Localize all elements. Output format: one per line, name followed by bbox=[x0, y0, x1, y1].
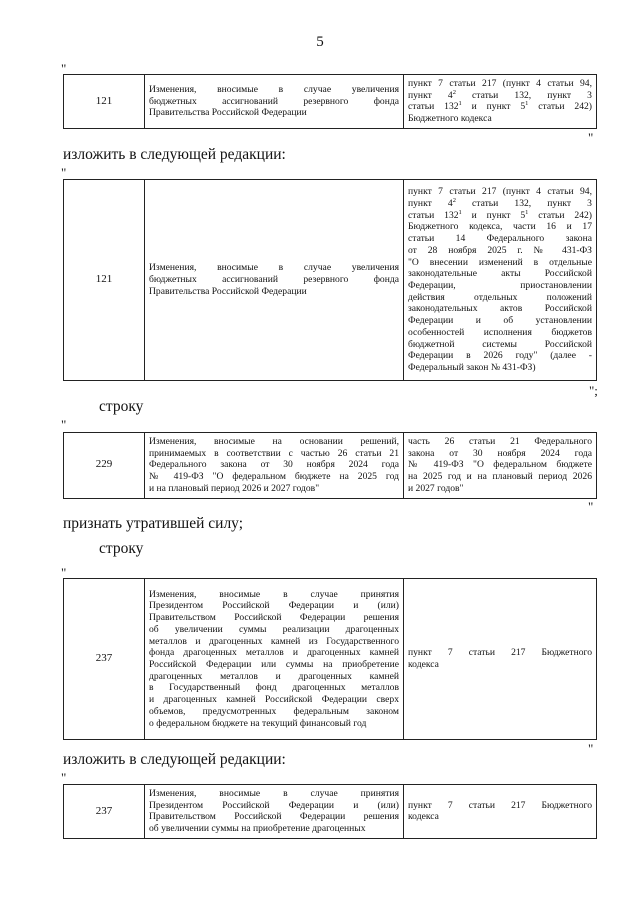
instruction-new-edition: изложить в следующей редакции: bbox=[63, 751, 286, 768]
cell-text-line: Федерации, приостановлении bbox=[408, 280, 592, 291]
cell-text-line: бюджетной системы Российской bbox=[408, 338, 592, 350]
instruction-repealed: признать утратившей силу; bbox=[63, 515, 244, 532]
closing-quote: " bbox=[588, 499, 594, 514]
cell-text-line: и драгоценных камней Российской Федерации сверх bbox=[149, 694, 399, 706]
cell-text-line: об увеличении суммы на приобретение драгоценных bbox=[149, 823, 366, 835]
cell-text-line: Правительства Российской Федерации bbox=[149, 107, 307, 119]
cell-text-line: кодекса bbox=[408, 811, 439, 823]
row-legal-basis bbox=[404, 180, 597, 381]
budget-table-row-237-current bbox=[63, 578, 597, 740]
cell-text-line: и 2027 годов" bbox=[408, 482, 464, 494]
cell-text-line: Изменения, вносимые на основании решений, bbox=[149, 436, 399, 447]
row-description bbox=[145, 433, 404, 499]
cell-text-line: статьи $132^1$ и пункт $5^1$ статьи 242) bbox=[408, 100, 592, 113]
cell-text-line: фонда драгоценных металлов и драгоценных камней bbox=[149, 647, 399, 659]
cell-text-line: металлов и драгоценных камней из Государственного bbox=[149, 635, 399, 647]
cell-text-line: особенностей исполнения бюджетов bbox=[408, 326, 592, 338]
cell-text-line: закона от 30 ноября 2024 года bbox=[408, 447, 592, 459]
cell-text-line: Правительством Российской Федерации решения bbox=[149, 612, 399, 624]
opening-quote: " bbox=[61, 770, 67, 785]
row-legal-basis bbox=[404, 785, 597, 839]
budget-table-row-229 bbox=[63, 432, 597, 499]
cell-text-line: Бюджетного кодекса, части 16 и 17 bbox=[408, 221, 592, 233]
cell-text-line: Правительством Российской Федерации решения bbox=[149, 811, 399, 823]
cell-text-line: в Государственный фонд драгоценных металлов bbox=[149, 682, 399, 694]
opening-quote: " bbox=[61, 565, 67, 580]
cell-text-line: Правительства Российской Федерации bbox=[149, 285, 307, 297]
row-legal-basis bbox=[404, 433, 597, 499]
cell-text-line: статьи 14 Федерального закона bbox=[408, 233, 592, 245]
cell-text-line: статьи $132^1$ и пункт $5^1$ статьи 242) bbox=[408, 208, 592, 221]
cell-text-line: об увеличении суммы реализации драгоценных bbox=[149, 623, 399, 635]
cell-text-line: № 419-ФЗ "О федеральном бюджете на 2025 год bbox=[149, 471, 399, 483]
row-description bbox=[145, 579, 404, 740]
cell-text-line: Федерального закона от 30 ноября 2024 года bbox=[149, 459, 399, 471]
cell-text-line: пункт $4^2$ статьи 132, пункт 3 bbox=[408, 196, 592, 210]
cell-text-line: законодательных актов Российской bbox=[408, 303, 592, 315]
opening-quote: " bbox=[61, 165, 67, 180]
cell-text-line: драгоценных металлов и драгоценных камней bbox=[149, 670, 399, 682]
cell-text-line: действия отдельных положений bbox=[408, 291, 592, 303]
row-legal-basis bbox=[404, 75, 597, 129]
row-number: 229 bbox=[64, 433, 145, 499]
instruction-row: строку bbox=[99, 540, 144, 557]
instruction-row: строку bbox=[99, 398, 144, 415]
cell-text-line: Изменения, вносимые в случае принятия bbox=[149, 788, 399, 799]
page-number: 5 bbox=[316, 34, 324, 50]
cell-text-line: бюджетных ассигнований резервного фонда bbox=[149, 274, 399, 286]
closing-quote-semicolon: "; bbox=[589, 383, 598, 398]
cell-text-line: о федеральном бюджете на текущий финансовый год bbox=[149, 717, 367, 729]
closing-quote: " bbox=[588, 741, 594, 756]
cell-text-line: пункт 7 статьи 217 (пункт 4 статьи 94, bbox=[408, 78, 592, 89]
opening-quote: " bbox=[61, 417, 67, 432]
cell-text-line: Изменения, вносимые в случае увеличения bbox=[149, 262, 399, 274]
row-legal-basis bbox=[404, 579, 597, 740]
cell-text-line: бюджетных ассигнований резервного фонда bbox=[149, 95, 399, 107]
cell-text-line: Федеральный закон № 431-ФЗ) bbox=[408, 361, 536, 373]
cell-text-line: пункт 7 статьи 217 Бюджетного bbox=[408, 647, 592, 659]
row-number: 237 bbox=[64, 579, 145, 740]
row-description bbox=[145, 180, 404, 381]
cell-text-line: пункт 7 статьи 217 (пункт 4 статьи 94, bbox=[408, 186, 592, 198]
closing-quote: " bbox=[588, 130, 594, 145]
opening-quote: " bbox=[61, 61, 67, 76]
cell-text-line: Изменения, вносимые в случае принятия bbox=[149, 588, 399, 600]
row-number: 121 bbox=[64, 180, 145, 381]
cell-text-line: Бюджетного кодекса bbox=[408, 113, 492, 125]
row-description bbox=[145, 785, 404, 839]
cell-text-line: Президентом Российской Федерации и (или) bbox=[149, 600, 399, 612]
cell-text-line: объемов, предусмотренных федеральным законом bbox=[149, 705, 399, 717]
row-number: 121 bbox=[64, 75, 145, 129]
budget-table-row-121-current bbox=[63, 74, 597, 129]
cell-text-line: законодательные акты Российской bbox=[408, 268, 592, 280]
cell-text-line: Федерации и об установлении bbox=[408, 315, 592, 327]
cell-text-line: Российской Федерации или суммы на приобретение bbox=[149, 659, 399, 670]
cell-text-line: № 419-ФЗ "О федеральном бюджете bbox=[408, 459, 592, 471]
cell-text-line: кодекса bbox=[408, 659, 439, 670]
cell-text-line: пункт $4^2$ статьи 132, пункт 3 bbox=[408, 88, 592, 101]
row-number: 237 bbox=[64, 785, 145, 839]
cell-text-line: Изменения, вносимые в случае увеличения bbox=[149, 83, 399, 95]
budget-table-row-121-new bbox=[63, 179, 597, 381]
cell-text-line: "О внесении изменений в отдельные bbox=[408, 256, 592, 268]
cell-text-line: принимаемых в соответствии с частью 26 статьи 21 bbox=[149, 447, 399, 459]
cell-text-line: и на плановый период 2026 и 2027 годов" bbox=[149, 482, 320, 494]
budget-table-row-237-new bbox=[63, 784, 597, 839]
cell-text-line: часть 26 статьи 21 Федерального bbox=[408, 436, 592, 447]
cell-text-line: от 28 ноября 2025 г. № 431-ФЗ bbox=[408, 244, 592, 256]
cell-text-line: Федерации в 2026 году" (далее - bbox=[408, 350, 592, 362]
row-description bbox=[145, 75, 404, 129]
cell-text-line: на 2025 год и на плановый период 2026 bbox=[408, 471, 592, 483]
cell-text-line: Президентом Российской Федерации и (или) bbox=[149, 799, 399, 811]
cell-text-line: пункт 7 статьи 217 Бюджетного bbox=[408, 799, 592, 811]
instruction-new-edition: изложить в следующей редакции: bbox=[63, 146, 286, 163]
